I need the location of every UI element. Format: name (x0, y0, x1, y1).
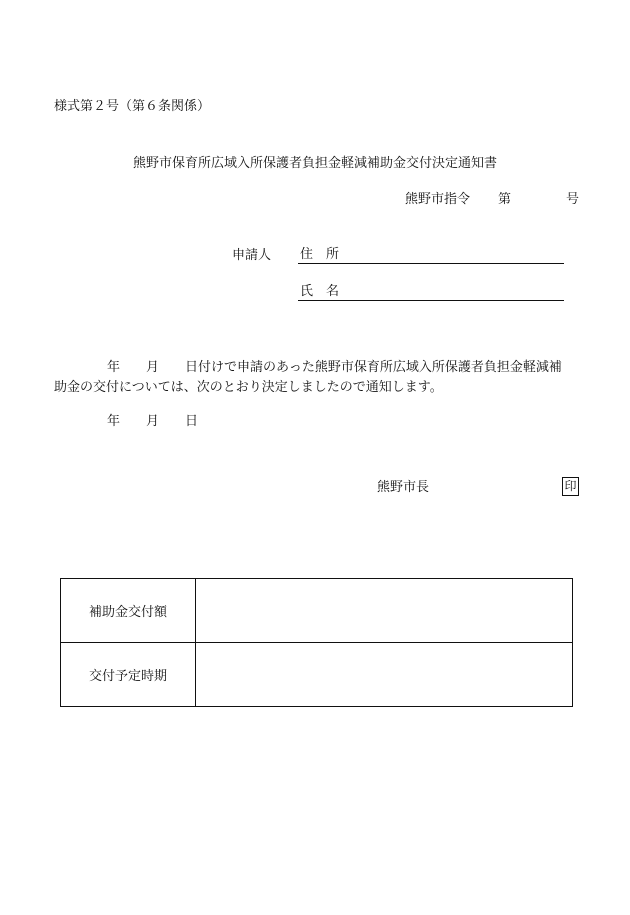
payment-schedule-label: 交付予定時期 (61, 643, 196, 707)
subsidy-amount-value[interactable] (196, 579, 573, 643)
form-number: 様式第２号（第６条関係） (54, 99, 211, 114)
address-label: 住 所 (300, 247, 340, 262)
address-field[interactable] (298, 247, 564, 264)
number-suffix: 号 (566, 192, 580, 207)
subsidy-table (60, 578, 573, 707)
body-line-2: 助金の交付については、次のとおり決定しましたので通知します。 (54, 380, 443, 395)
mayor-label: 熊野市長 (377, 480, 430, 495)
seal-stamp: 印 (562, 477, 579, 496)
body-line-1: 年 月 日付けで申請のあった熊野市保育所広域入所保護者負担金軽減補 (107, 360, 562, 375)
name-field[interactable] (298, 284, 564, 301)
document-title: 熊野市保育所広域入所保護者負担金軽減補助金交付決定通知書 (132, 156, 497, 171)
payment-schedule-value[interactable] (196, 643, 573, 707)
applicant-label: 申請人 (232, 248, 272, 263)
name-label: 氏 名 (300, 284, 340, 299)
number-prefix: 第 (498, 192, 512, 207)
table-row (61, 579, 573, 643)
subsidy-amount-label: 補助金交付額 (61, 579, 196, 643)
decision-date: 年 月 日 (107, 414, 199, 429)
table-row (61, 643, 573, 707)
issuer-label: 熊野市指令 (405, 192, 471, 207)
body-text (54, 358, 584, 398)
